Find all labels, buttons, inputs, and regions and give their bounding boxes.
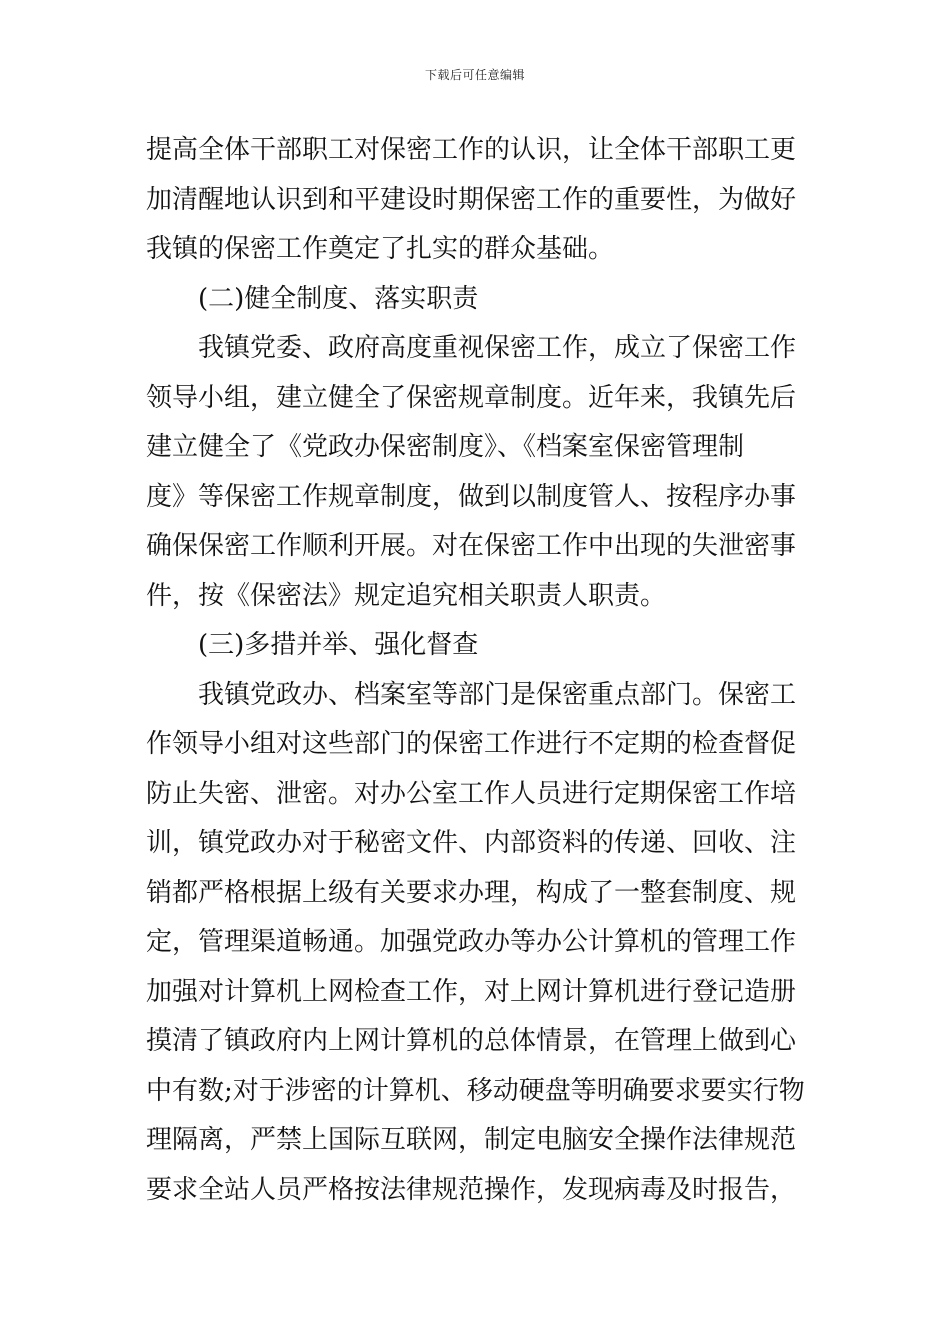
text-line: 加清醒地认识到和平建设时期保密工作的重要性，为做好 xyxy=(146,184,797,215)
text-line: 我镇党委、政府高度重视保密工作，成立了保密工作 xyxy=(198,333,797,363)
text-line: (二)健全制度、落实职责 xyxy=(198,283,479,314)
text-line: (三)多措并举、强化督查 xyxy=(198,630,479,660)
document-body xyxy=(146,126,806,1215)
text-line: 加强对计算机上网检查工作，对上网计算机进行登记造册 xyxy=(146,976,797,1007)
text-line: 件，按《保密法》规定追究相关职责人职责。 xyxy=(146,580,667,611)
text-line: 我镇党政办、档案室等部门是保密重点部门。保密工 xyxy=(198,679,797,710)
text-line: 中有数;对于涉密的计算机、移动硬盘等明确要求要实行物 xyxy=(146,1075,805,1106)
text-line: 训，镇党政办对于秘密文件、内部资料的传递、回收、注 xyxy=(146,828,797,858)
text-line: 摸清了镇政府内上网计算机的总体情景，在管理上做到心 xyxy=(146,1026,797,1056)
text-line: 定，管理渠道畅通。加强党政办等办公计算机的管理工作 xyxy=(146,927,797,957)
text-line: 提高全体干部职工对保密工作的认识，让全体干部职工更 xyxy=(146,135,797,165)
text-line: 理隔离，严禁上国际互联网，制定电脑安全操作法律规范 xyxy=(146,1125,797,1155)
text-line: 确保保密工作顺利开展。对在保密工作中出现的失泄密事 xyxy=(146,531,797,561)
text-line: 度》等保密工作规章制度，做到以制度管人、按程序办事 xyxy=(146,481,797,512)
text-line: 建立健全了《党政办保密制度》、《档案室保密管理制 xyxy=(146,432,745,462)
text-line: 防止失密、泄密。对办公室工作人员进行定期保密工作培 xyxy=(146,778,797,809)
text-line: 要求全站人员严格按法律规范操作，发现病毒及时报告， xyxy=(146,1174,797,1205)
page-header: 下载后可任意编辑 xyxy=(424,68,525,82)
text-line: 作领导小组对这些部门的保密工作进行不定期的检查督促 xyxy=(146,729,797,759)
text-line: 销都严格根据上级有关要求办理，构成了一整套制度、规 xyxy=(146,877,797,908)
text-line: 领导小组，建立健全了保密规章制度。近年来，我镇先后 xyxy=(146,382,797,413)
text-line: 我镇的保密工作奠定了扎实的群众基础。 xyxy=(146,234,615,264)
